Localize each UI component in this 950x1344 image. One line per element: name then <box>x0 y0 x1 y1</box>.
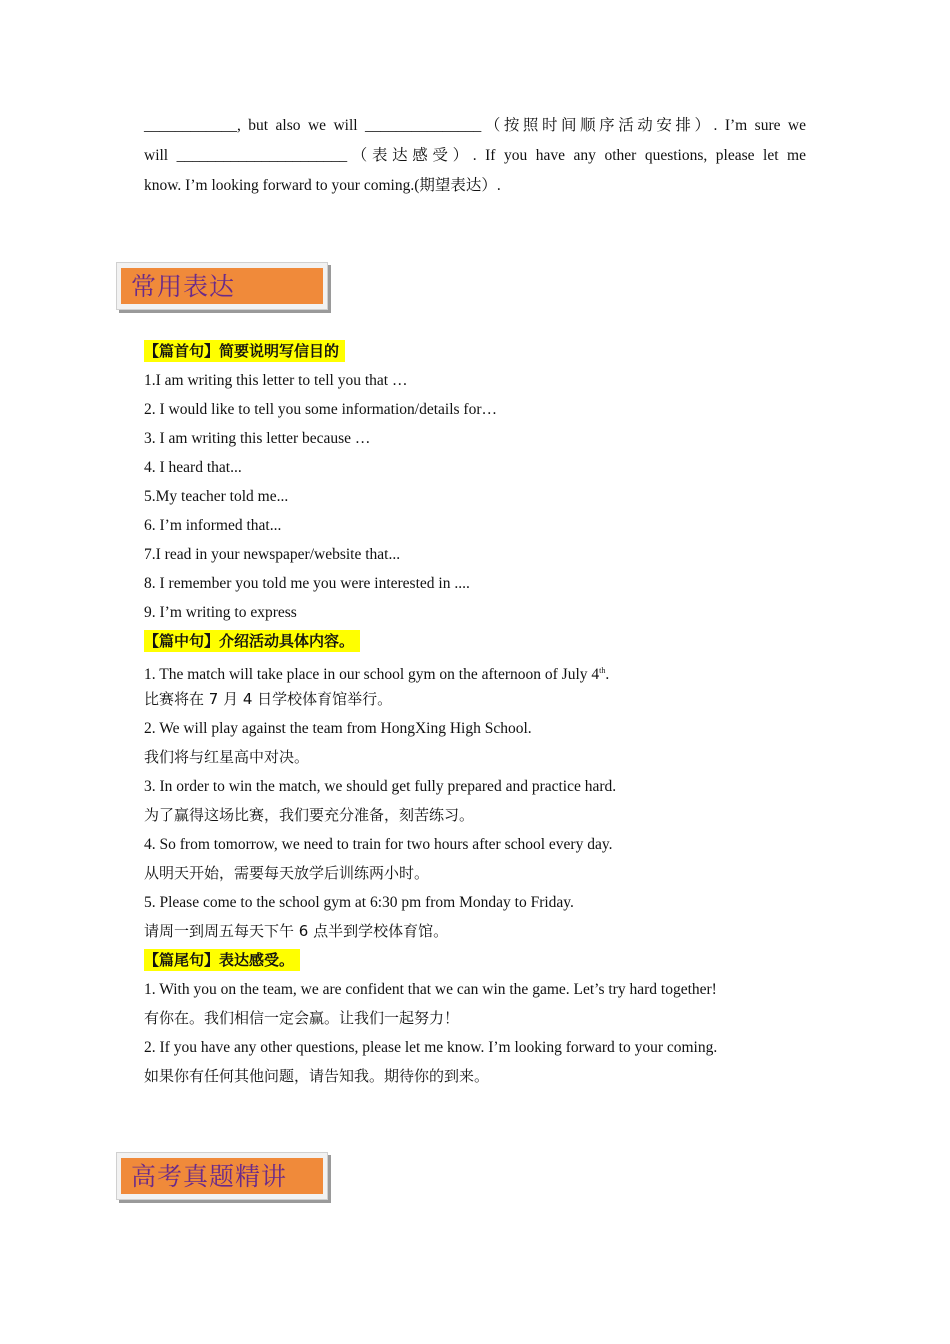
intro-paragraph <box>144 111 806 201</box>
list-item-translation: 如果你有任何其他问题，请告知我。期待你的到来。 <box>144 1067 490 1085</box>
list-item: 5. Please come to the school gym at 6:30 pm from Monday to Friday. <box>144 894 574 911</box>
list-item: 2. We will play against the team from HongXing High School. <box>144 720 532 737</box>
list-item: 3. I am writing this letter because … <box>144 430 371 447</box>
list-item-translation: 从明天开始，需要每天放学后训练两小时。 <box>144 864 430 882</box>
list-item: 9. I’m writing to express <box>144 604 297 621</box>
ending-heading-row <box>144 946 844 975</box>
opening-heading: 【篇首句】简要说明写信目的 <box>144 340 345 362</box>
list-item: 8. I remember you told me you were interested in .... <box>144 575 470 592</box>
section-header-common-expressions <box>116 262 328 310</box>
list-item: 1. With you on the team, we are confident that we can win the game. Let’s try hard together! <box>144 981 717 998</box>
list-item: 2. If you have any other questions, please let me know. I’m looking forward to your coming. <box>144 1039 718 1056</box>
expressions-list <box>144 337 844 1091</box>
list-item: 6. I’m informed that... <box>144 517 282 534</box>
ordinal-suffix: th <box>599 666 606 675</box>
intro-line-2: will ______________________（表达感受）. If you have any other questions, please let me <box>144 147 806 164</box>
section-header-exam-questions <box>116 1152 328 1200</box>
intro-line-3: know. I’m looking forward to your coming.(期望表达）. <box>144 177 501 194</box>
middle-heading: 【篇中句】介绍活动具体内容。 <box>144 630 360 652</box>
middle-item1-en: 1. The match will take place in our school gym on the afternoon of July 4 <box>144 666 600 684</box>
middle-item1-period: . <box>605 666 610 684</box>
list-item: 7.I read in your newspaper/website that... <box>144 546 401 563</box>
list-item: 4. So from tomorrow, we need to train for two hours after school every day. <box>144 836 613 853</box>
section-title: 高考真题精讲 <box>131 1162 288 1191</box>
list-item: 5.My teacher told me... <box>144 488 289 505</box>
list-item-translation: 比赛将在 7 月 4 日学校体育馆举行。 <box>144 690 393 708</box>
list-item: 2. I would like to tell you some information/details for… <box>144 401 497 418</box>
list-item-translation: 为了赢得这场比赛，我们要充分准备，刻苦练习。 <box>144 806 475 824</box>
list-item-translation: 请周一到周五每天下午 6 点半到学校体育馆。 <box>144 922 449 940</box>
section-title: 常用表达 <box>131 272 236 301</box>
list-item: 1.I am writing this letter to tell you that … <box>144 372 408 389</box>
opening-heading-row <box>144 337 844 366</box>
ending-heading: 【篇尾句】表达感受。 <box>144 949 300 971</box>
list-item <box>144 656 844 685</box>
list-item: 3. In order to win the match, we should get fully prepared and practice hard. <box>144 778 617 795</box>
intro-line-1: ____________, but also we will _______________（按照时间顺序活动安排）. I’m sure we <box>144 117 806 134</box>
list-item-translation: 我们将与红星高中对决。 <box>144 748 310 766</box>
list-item: 4. I heard that... <box>144 459 242 476</box>
middle-heading-row <box>144 627 844 656</box>
list-item-translation: 有你在。我们相信一定会赢。让我们一起努力！ <box>144 1009 460 1027</box>
